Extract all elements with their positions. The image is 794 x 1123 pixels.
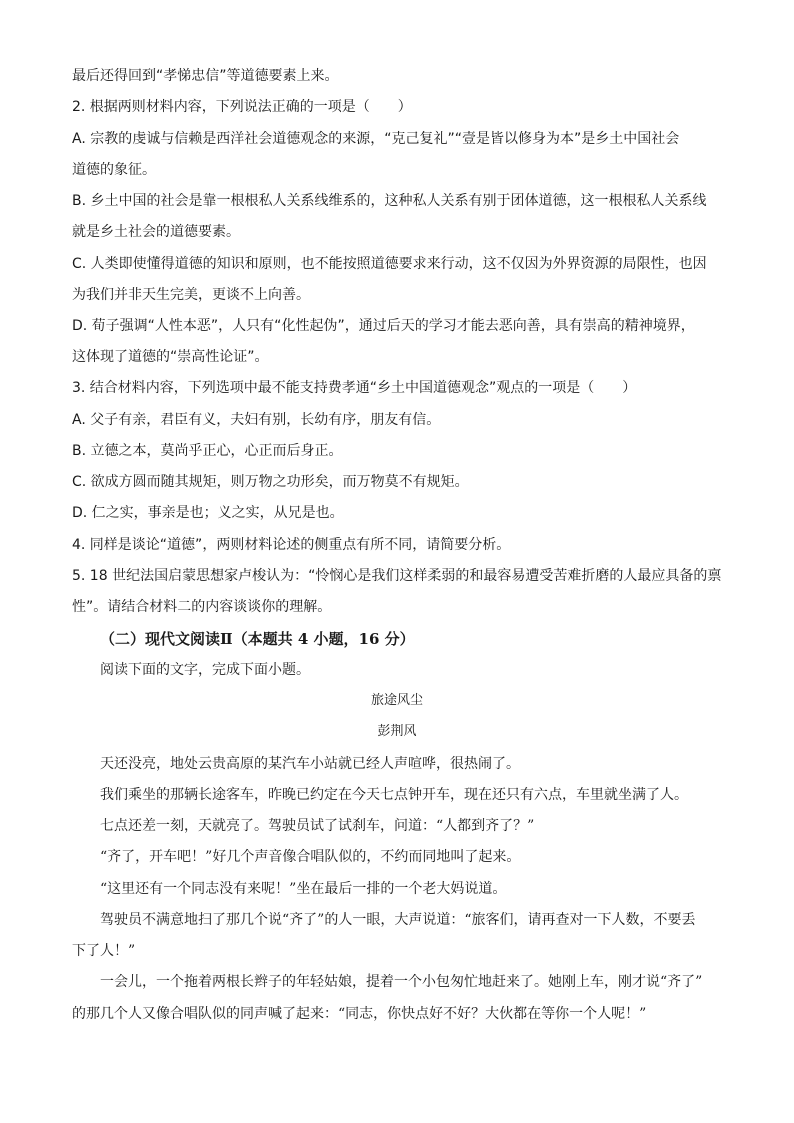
question-2-option-a-cont: 道德的象征。 — [72, 162, 156, 178]
reading-instruction: 阅读下面的文字，完成下面小题。 — [100, 662, 310, 678]
question-2-option-c-cont: 为我们并非天生完美，更谈不上向善。 — [72, 287, 310, 303]
story-paragraph: 我们乘坐的那辆长途客车，昨晚已约定在今天七点钟开车，现在还只有六点，车里就坐满了人。 — [100, 787, 688, 803]
story-paragraph: 七点还差一刻，天就亮了。驾驶员试了试刹车，问道：“人都到齐了？” — [100, 818, 535, 834]
question-3-stem: 3. 结合材料内容，下列选项中最不能支持费孝通“乡土中国道德观念”观点的一项是（ ） — [72, 380, 637, 396]
story-paragraph: 驾驶员不满意地扫了那几个说“齐了”的人一眼，大声说道：“旅客们，请再查对一下人数，不要丢 — [100, 912, 696, 928]
story-paragraph: “这里还有一个同志没有来呢！”坐在最后一排的一个老大妈说道。 — [100, 881, 507, 897]
question-2-option-d: D. 荀子强调“人性本恶”，人只有“化性起伪”，通过后天的学习才能去恶向善，具有崇高的精神境界， — [72, 318, 695, 334]
question-4: 4. 同样是谈论“道德”，两则材料论述的侧重点有所不同，请简要分析。 — [72, 537, 511, 553]
question-3-option-b: B. 立德之本，莫尚乎正心，心正而后身正。 — [72, 443, 343, 459]
question-3-option-a: A. 父子有亲，君臣有义，夫妇有别，长幼有序，朋友有信。 — [72, 412, 441, 428]
question-5-cont: 性”。请结合材料二的内容谈谈你的理解。 — [72, 599, 332, 615]
story-paragraph: 一会儿，一个拖着两根长辫子的年轻姑娘，提着一个小包匆忙地赶来了。她刚上车，刚才说“齐了” — [100, 974, 703, 990]
question-2-option-c: C. 人类即使懂得道德的知识和原则，也不能按照道德要求来行动，这不仅因为外界资源的局限性，也因 — [72, 256, 707, 272]
story-title: 旅途风尘 — [370, 693, 423, 708]
question-3-option-d: D. 仁之实，事亲是也；义之实，从兄是也。 — [72, 505, 344, 521]
material-text: 最后还得回到“孝悌忠信”等道德要素上来。 — [72, 68, 339, 84]
question-5: 5. 18 世纪法国启蒙思想家卢梭认为：“怜悯心是我们这样柔弱的和最容易遭受苦难折磨的人最应具备的禀 — [72, 568, 722, 584]
story-paragraph-cont: 的那几个人又像合唱队似的同声喊了起来：“同志，你快点好不好？大伙都在等你一个人呢！” — [72, 1006, 647, 1022]
question-2-option-b-cont: 就是乡土社会的道德要素。 — [72, 224, 240, 240]
story-paragraph-cont: 下了人！” — [72, 943, 136, 959]
section-heading: （二）现代文阅读Ⅱ（本题共 4 小题，16 分） — [100, 630, 415, 648]
question-2-stem: 2. 根据两则材料内容，下列说法正确的一项是（ ） — [72, 99, 412, 115]
story-paragraph: “齐了，开车吧！”好几个声音像合唱队似的，不约而同地叫了起来。 — [100, 849, 521, 865]
question-3-option-c: C. 欲成方圆而随其规矩，则万物之功形矣，而万物莫不有规矩。 — [72, 474, 469, 490]
story-author: 彭荆风 — [377, 724, 417, 739]
question-2-option-b: B. 乡土中国的社会是靠一根根私人关系线维系的，这种私人关系有别于团体道德，这一根根私人关系线 — [72, 193, 707, 209]
story-paragraph: 天还没亮，地处云贵高原的某汽车小站就已经人声喧哗，很热闹了。 — [100, 756, 520, 772]
question-2-option-d-cont: 这体现了道德的“崇高性论证”。 — [72, 349, 269, 365]
question-2-option-a: A. 宗教的虔诚与信赖是西洋社会道德观念的来源，“克己复礼”“壹是皆以修身为本”是乡土中国社会 — [72, 131, 680, 147]
